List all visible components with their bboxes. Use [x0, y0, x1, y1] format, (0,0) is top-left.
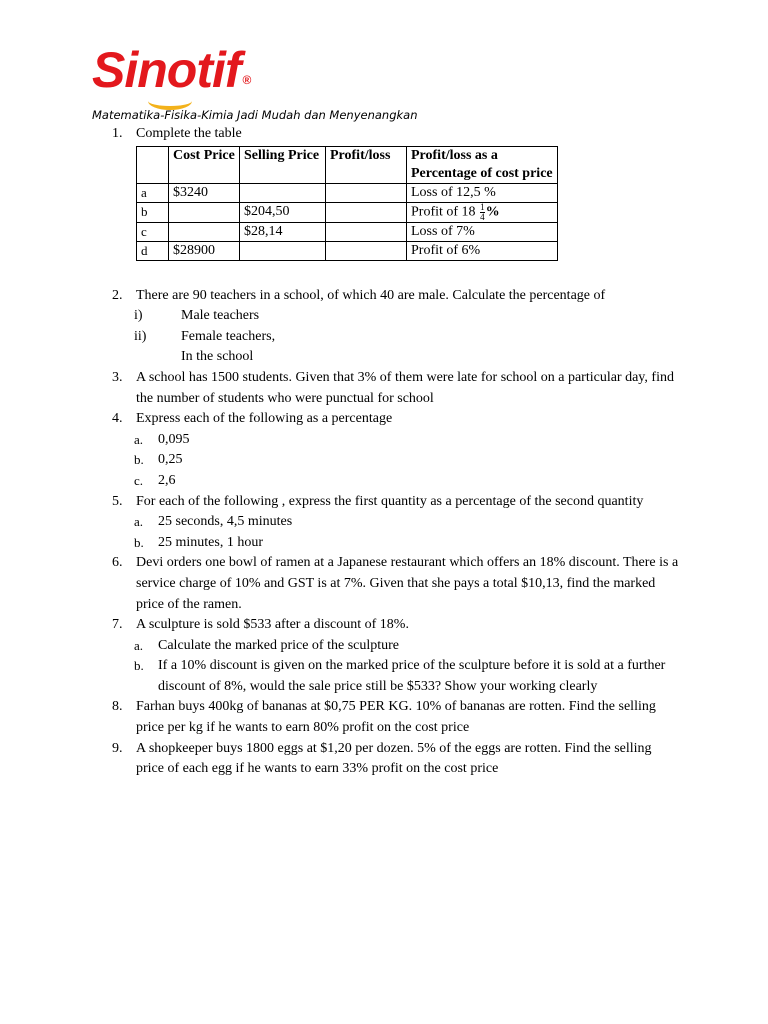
- sub-item: [112, 636, 682, 657]
- sub-label: a.: [134, 431, 144, 447]
- table-cell: c: [137, 222, 169, 241]
- sub-label: b.: [134, 534, 144, 550]
- sub-text: 25 seconds, 4,5 minutes: [158, 514, 293, 530]
- question-7: [112, 615, 682, 636]
- sub-item: [112, 327, 682, 348]
- table-cell: d: [137, 241, 169, 260]
- sub-text: Male teachers: [181, 308, 260, 324]
- table-cell: $28900: [169, 241, 240, 260]
- logo-text: Sinotif: [92, 42, 241, 98]
- sub-item: [112, 656, 682, 697]
- sub-item: [112, 347, 682, 368]
- question-number: 3.: [112, 369, 123, 385]
- table-cell: b: [137, 202, 169, 222]
- table-cell: [326, 202, 407, 222]
- table-header-cell: Selling Price: [240, 146, 326, 183]
- sub-label: c.: [134, 472, 144, 488]
- table-cell: [407, 202, 558, 222]
- question-text: Complete the table: [136, 126, 242, 141]
- registered-mark: ®: [242, 73, 251, 87]
- question-text: Express each of the following as a percentage: [136, 411, 393, 427]
- question-text: There are 90 teachers in a school, of which 40 are male. Calculate the percentage of: [136, 287, 606, 303]
- table-cell: Loss of 12,5 %: [407, 183, 558, 202]
- sinotif-logo: [92, 40, 251, 100]
- table-row: [137, 222, 558, 241]
- fraction-denominator: 4: [480, 211, 485, 222]
- sub-item: [112, 471, 682, 492]
- question-number: 8.: [112, 699, 123, 715]
- sub-label: i): [134, 308, 143, 324]
- question-5: [112, 492, 682, 513]
- table-cell: [169, 222, 240, 241]
- table-header-cell: Profit/loss: [326, 146, 407, 183]
- sub-text: 0,095: [158, 431, 190, 447]
- sub-item: [112, 512, 682, 533]
- table-row: [137, 202, 558, 222]
- sub-text: 25 minutes, 1 hour: [158, 534, 263, 550]
- worksheet: [112, 124, 682, 780]
- table-cell: a: [137, 183, 169, 202]
- sub-text: In the school: [181, 349, 254, 365]
- question-2: [112, 286, 682, 307]
- sub-item: [112, 450, 682, 471]
- question-number: 1.: [112, 126, 123, 141]
- question-number: 7.: [112, 617, 123, 633]
- sub-label: a.: [134, 514, 144, 530]
- question-number: 9.: [112, 740, 123, 756]
- table-header-cell: [137, 146, 169, 183]
- table-header-cell: Profit/loss as a Percentage of cost price: [407, 146, 558, 183]
- question-6: [112, 553, 682, 615]
- question-number: 6.: [112, 555, 123, 571]
- question-text: For each of the following , express the first quantity as a percentage of the second quantity: [136, 493, 644, 509]
- sub-label: ii): [134, 328, 147, 344]
- question-text: A school has 1500 students. Given that 3% of them were late for school on a particular day, find the number of students who were punctual for school: [136, 369, 674, 406]
- table-cell: [326, 241, 407, 260]
- cell-text: Profit of 18: [411, 204, 476, 220]
- table-cell: $204,50: [240, 202, 326, 222]
- table-cell: [326, 183, 407, 202]
- tagline: Matematika-Fisika-Kimia Jadi Mudah dan Menyenangkan: [92, 108, 418, 122]
- sub-item: [112, 533, 682, 554]
- sub-item: [112, 306, 682, 327]
- sub-label: a.: [134, 637, 144, 653]
- question-number: 4.: [112, 411, 123, 427]
- question-text: A shopkeeper buys 1800 eggs at $1,20 per dozen. 5% of the eggs are rotten. Find the selling price of each egg if he wants to earn 33% profit on the cost price: [136, 740, 652, 777]
- table-header-cell: Cost Price: [169, 146, 240, 183]
- percent-sign: %: [485, 204, 500, 220]
- table-cell: Profit of 6%: [407, 241, 558, 260]
- table-cell: [326, 222, 407, 241]
- sub-text: If a 10% discount is given on the marked price of the sculpture before it is sold at a further discount of 8%, would the sale price still be $533? Show your working clearly: [158, 658, 666, 694]
- question-text: Farhan buys 400kg of bananas at $0,75 PER KG. 10% of bananas are rotten. Find the selling price per kg if he wants to earn 80% profit on the cost price: [136, 699, 656, 736]
- fraction-numerator: 1: [480, 201, 485, 212]
- table-row: [137, 241, 558, 260]
- sub-text: 2,6: [158, 472, 176, 488]
- table-cell: Loss of 7%: [407, 222, 558, 241]
- sub-label: b.: [134, 658, 144, 674]
- question-number: 5.: [112, 493, 123, 509]
- profit-loss-table: [136, 146, 558, 261]
- table-cell: [240, 241, 326, 260]
- sub-text: Calculate the marked price of the sculpture: [158, 637, 400, 653]
- question-text: A sculpture is sold $533 after a discount of 18%.: [136, 617, 409, 633]
- table-cell: [169, 202, 240, 222]
- sub-text: Female teachers,: [181, 328, 276, 344]
- question-1: [112, 124, 682, 145]
- question-8: [112, 697, 682, 738]
- table-cell: [240, 183, 326, 202]
- table-header-row: [137, 146, 558, 183]
- sub-label: b.: [134, 452, 144, 468]
- table-cell: $28,14: [240, 222, 326, 241]
- table-row: [137, 183, 558, 202]
- table-cell: $3240: [169, 183, 240, 202]
- fraction: [480, 203, 485, 222]
- question-4: [112, 409, 682, 430]
- question-text: Devi orders one bowl of ramen at a Japanese restaurant which offers an 18% discount. There is a service charge of 10% and GST is at 7%. Given that she pays a total $10,13, find the marked price of the ramen.: [136, 555, 679, 612]
- question-number: 2.: [112, 287, 123, 303]
- sub-item: [112, 430, 682, 451]
- question-3: [112, 368, 682, 409]
- sub-text: 0,25: [158, 452, 183, 468]
- question-9: [112, 739, 682, 780]
